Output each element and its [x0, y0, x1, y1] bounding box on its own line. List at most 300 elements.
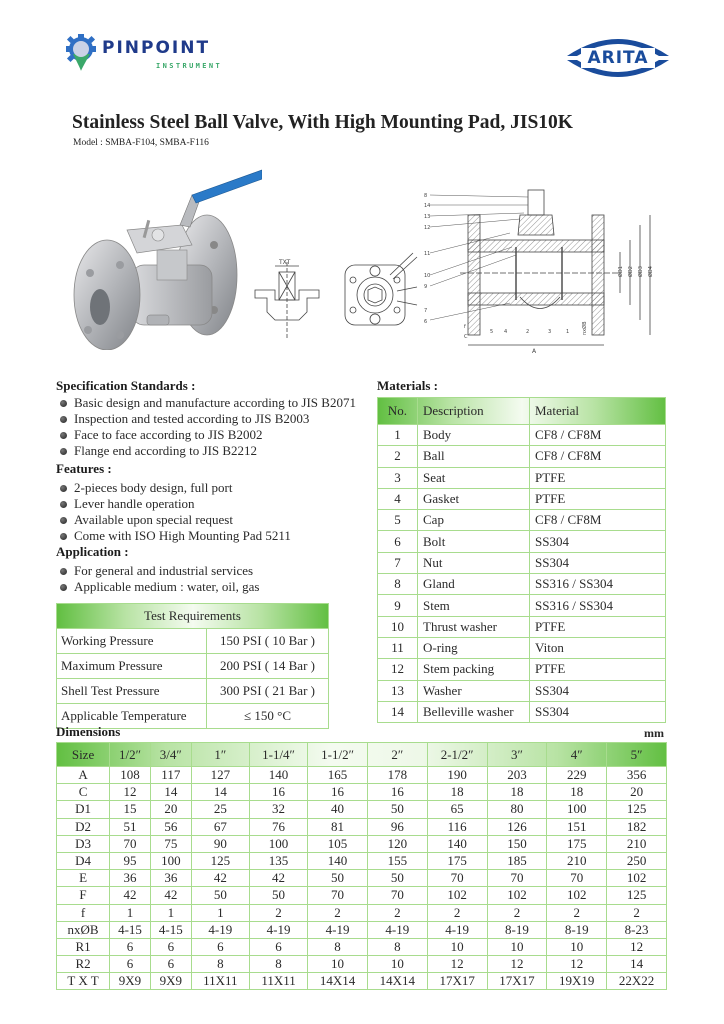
dimension-value: 14: [607, 956, 667, 973]
dimension-value: 165: [308, 767, 368, 784]
materials-body: [378, 425, 666, 723]
materials-header-row: [378, 398, 666, 425]
material-no: 7: [378, 552, 418, 573]
dimension-value: 4-19: [367, 921, 427, 938]
col-no: No.: [378, 398, 418, 425]
col-size-value: 1″: [191, 743, 249, 767]
material-value: Viton: [530, 637, 666, 658]
material-value: SS304: [530, 680, 666, 701]
feature-item: Lever handle operation: [56, 496, 291, 512]
table-row: [378, 488, 666, 509]
dimension-value: 42: [249, 870, 307, 887]
material-value: PTFE: [530, 488, 666, 509]
dimension-value: 20: [607, 784, 667, 801]
table-row: [378, 616, 666, 637]
dimension-value: 100: [249, 835, 307, 852]
dimension-value: 125: [607, 801, 667, 818]
feature-item: Come with ISO High Mounting Pad 5211: [56, 528, 291, 544]
dimension-value: 51: [110, 818, 151, 835]
table-row: [57, 870, 667, 887]
material-no: 6: [378, 531, 418, 552]
material-description: Gasket: [418, 488, 530, 509]
dimension-value: 4-15: [110, 921, 151, 938]
table-row: [378, 531, 666, 552]
callout-12: 12: [424, 225, 431, 231]
material-value: SS304: [530, 701, 666, 722]
dimension-value: 8: [191, 956, 249, 973]
application-item: Applicable medium : water, oil, gas: [56, 579, 259, 595]
dim-label-d1: ØD1: [618, 266, 624, 277]
pinpoint-logo: [64, 34, 244, 84]
table-row: [57, 679, 329, 704]
dimension-value: 70: [110, 835, 151, 852]
dimension-value: 190: [427, 767, 487, 784]
dim-label-a: A: [532, 348, 537, 355]
dimension-value: 11X11: [249, 973, 307, 990]
dimension-value: 96: [367, 818, 427, 835]
callout-14: 14: [424, 203, 431, 209]
material-value: CF8 / CF8M: [530, 510, 666, 531]
dimension-value: 12: [547, 956, 607, 973]
material-description: Stem packing: [418, 659, 530, 680]
material-no: 10: [378, 616, 418, 637]
material-description: Seat: [418, 467, 530, 488]
dimension-value: 70: [487, 870, 547, 887]
callout-9: 9: [424, 284, 428, 290]
col-size-value: 1-1/2″: [308, 743, 368, 767]
dimension-value: 50: [308, 870, 368, 887]
dimension-value: 2: [367, 904, 427, 921]
material-no: 9: [378, 595, 418, 616]
dimension-value: 17X17: [487, 973, 547, 990]
table-row: [378, 510, 666, 531]
table-row: [57, 956, 667, 973]
model-numbers: Model : SMBA-F104, SMBA-F116: [73, 138, 209, 148]
table-row: [378, 425, 666, 446]
spec-item: Face to face according to JIS B2002: [56, 427, 356, 443]
dimension-value: 8-19: [547, 921, 607, 938]
table-row: [378, 637, 666, 658]
dimension-value: 105: [308, 835, 368, 852]
table-row: [57, 887, 667, 904]
dimension-label: D1: [57, 801, 110, 818]
feature-item: 2-pieces body design, full port: [56, 480, 291, 496]
dimension-value: 12: [487, 956, 547, 973]
dimension-value: 8-19: [487, 921, 547, 938]
dimension-value: 10: [427, 938, 487, 955]
dimension-value: 2: [487, 904, 547, 921]
dimension-value: 2: [427, 904, 487, 921]
dimension-value: 9X9: [150, 973, 191, 990]
dimension-value: 6: [249, 938, 307, 955]
dimension-value: 18: [487, 784, 547, 801]
dimension-value: 151: [547, 818, 607, 835]
dimension-value: 135: [249, 852, 307, 869]
table-row: [57, 818, 667, 835]
dim-label-bolt: nxØB: [582, 321, 588, 335]
cross-section-icon: [420, 185, 670, 355]
dimension-value: 4-19: [427, 921, 487, 938]
application-list: [56, 563, 259, 595]
dimension-value: 16: [249, 784, 307, 801]
col-size-value: 5″: [607, 743, 667, 767]
callout-7: 7: [424, 308, 428, 314]
dimension-value: 210: [547, 852, 607, 869]
materials-heading: Materials :: [377, 378, 439, 393]
material-description: Washer: [418, 680, 530, 701]
dimension-value: 100: [547, 801, 607, 818]
dimension-value: 6: [150, 938, 191, 955]
dimension-value: 2: [547, 904, 607, 921]
page-title: Stainless Steel Ball Valve, With High Mounting Pad, JIS10K: [72, 112, 573, 133]
callout-8: 8: [424, 193, 428, 199]
dimension-value: 25: [191, 801, 249, 818]
dimension-value: 20: [150, 801, 191, 818]
table-row: [378, 595, 666, 616]
dimension-value: 182: [607, 818, 667, 835]
dimension-value: 16: [367, 784, 427, 801]
ball-valve-image: [62, 165, 262, 350]
dimension-value: 9X9: [110, 973, 151, 990]
table-row: [378, 680, 666, 701]
dimension-value: 12: [110, 784, 151, 801]
dimension-value: 16: [308, 784, 368, 801]
dimension-value: 42: [191, 870, 249, 887]
dimension-value: 65: [427, 801, 487, 818]
dimension-value: 19X19: [547, 973, 607, 990]
dimension-value: 140: [308, 852, 368, 869]
dimension-label: E: [57, 870, 110, 887]
dimension-value: 8: [308, 938, 368, 955]
spec-standards-heading: Specification Standards :: [56, 378, 196, 393]
col-material: Material: [530, 398, 666, 425]
test-value: 300 PSI ( 21 Bar ): [207, 679, 329, 704]
dimension-value: 22X22: [607, 973, 667, 990]
dimension-value: 140: [427, 835, 487, 852]
material-no: 14: [378, 701, 418, 722]
test-value: 200 PSI ( 14 Bar ): [207, 654, 329, 679]
table-row: [57, 852, 667, 869]
dimension-value: 10: [308, 956, 368, 973]
material-value: PTFE: [530, 659, 666, 680]
application-item: For general and industrial services: [56, 563, 259, 579]
test-value: 150 PSI ( 10 Bar ): [207, 629, 329, 654]
dimension-label: D4: [57, 852, 110, 869]
material-no: 8: [378, 574, 418, 595]
table-row: [57, 835, 667, 852]
dim-label-d3: ØD3: [638, 266, 644, 277]
dim-label-c: C: [464, 334, 468, 340]
dimension-value: 90: [191, 835, 249, 852]
callout-5: 5: [490, 329, 494, 335]
material-no: 5: [378, 510, 418, 531]
dimension-value: 2: [308, 904, 368, 921]
material-description: Ball: [418, 446, 530, 467]
material-value: PTFE: [530, 616, 666, 637]
dimension-value: 102: [607, 870, 667, 887]
callout-1: 1: [566, 329, 570, 335]
dimension-value: 50: [191, 887, 249, 904]
table-row: [378, 467, 666, 488]
material-value: SS316 / SS304: [530, 574, 666, 595]
material-no: 2: [378, 446, 418, 467]
dimension-value: 8: [367, 938, 427, 955]
dimensions-heading: Dimensions: [56, 724, 121, 739]
material-value: SS304: [530, 531, 666, 552]
dimension-value: 8: [249, 956, 307, 973]
dimension-value: 203: [487, 767, 547, 784]
gear-pin-icon: [64, 34, 98, 72]
dimension-label: f: [57, 904, 110, 921]
dimension-value: 155: [367, 852, 427, 869]
dimension-value: 14: [191, 784, 249, 801]
table-row: [378, 446, 666, 467]
dimension-value: 116: [427, 818, 487, 835]
dimension-value: 80: [487, 801, 547, 818]
dimension-value: 4-19: [191, 921, 249, 938]
dimension-value: 42: [110, 887, 151, 904]
material-no: 1: [378, 425, 418, 446]
dimension-value: 229: [547, 767, 607, 784]
dimension-value: 10: [547, 938, 607, 955]
dimension-value: 42: [150, 887, 191, 904]
col-size-value: 3/4″: [150, 743, 191, 767]
dimension-value: 50: [367, 801, 427, 818]
dimension-label: R1: [57, 938, 110, 955]
dimension-value: 6: [150, 956, 191, 973]
dimension-value: 125: [607, 887, 667, 904]
material-value: CF8 / CF8M: [530, 446, 666, 467]
table-row: [57, 904, 667, 921]
col-size-value: 2″: [367, 743, 427, 767]
dimension-value: 32: [249, 801, 307, 818]
dimension-value: 70: [547, 870, 607, 887]
dimension-value: 356: [607, 767, 667, 784]
table-row: [378, 574, 666, 595]
dimension-value: 67: [191, 818, 249, 835]
test-value: ≤ 150 °C: [207, 704, 329, 729]
dimension-value: 81: [308, 818, 368, 835]
dimensions-unit: mm: [644, 726, 664, 740]
test-label: Maximum Pressure: [57, 654, 207, 679]
material-no: 3: [378, 467, 418, 488]
dimension-value: 10: [367, 956, 427, 973]
material-description: Belleville washer: [418, 701, 530, 722]
dimension-value: 100: [150, 852, 191, 869]
material-no: 4: [378, 488, 418, 509]
feature-item: Available upon special request: [56, 512, 291, 528]
dimension-value: 1: [150, 904, 191, 921]
test-requirements-table: [56, 603, 329, 729]
dimension-label: A: [57, 767, 110, 784]
col-size-value: 2-1/2″: [427, 743, 487, 767]
dimension-value: 140: [249, 767, 307, 784]
dimension-value: 1: [110, 904, 151, 921]
dimension-value: 4-19: [308, 921, 368, 938]
dimension-value: 210: [607, 835, 667, 852]
material-description: Nut: [418, 552, 530, 573]
pinpoint-brand-sub: INSTRUMENT: [156, 62, 223, 70]
dimension-value: 50: [249, 887, 307, 904]
col-size-value: 1/2″: [110, 743, 151, 767]
dimension-value: 8-23: [607, 921, 667, 938]
col-size-value: 3″: [487, 743, 547, 767]
material-no: 12: [378, 659, 418, 680]
dimension-value: 50: [367, 870, 427, 887]
dimension-value: 127: [191, 767, 249, 784]
dimension-value: 14: [150, 784, 191, 801]
dim-label-d2: ØD2: [628, 266, 634, 277]
table-row: [378, 552, 666, 573]
test-requirements-heading: Test Requirements: [57, 604, 329, 629]
material-value: PTFE: [530, 467, 666, 488]
material-description: O-ring: [418, 637, 530, 658]
application-heading: Application :: [56, 544, 129, 559]
dimension-value: 15: [110, 801, 151, 818]
dimension-label: C: [57, 784, 110, 801]
table-row: [57, 921, 667, 938]
col-size-value: 1-1/4″: [249, 743, 307, 767]
table-row: [57, 801, 667, 818]
dimensions-header-row: [57, 743, 667, 767]
callout-11: 11: [424, 251, 431, 257]
callout-6: 6: [424, 319, 428, 325]
dimension-value: 11X11: [191, 973, 249, 990]
callout-3: 3: [548, 329, 552, 335]
dimension-label: T X T: [57, 973, 110, 990]
material-description: Cap: [418, 510, 530, 531]
material-value: CF8 / CF8M: [530, 425, 666, 446]
material-description: Body: [418, 425, 530, 446]
dimension-value: 70: [367, 887, 427, 904]
features-list: [56, 480, 291, 544]
spec-item: Inspection and tested according to JIS B2003: [56, 411, 356, 427]
stem-section-drawing: [253, 250, 333, 340]
dimension-value: 12: [427, 956, 487, 973]
dimension-value: 2: [607, 904, 667, 921]
callout-10: 10: [424, 273, 431, 279]
dimension-label: F: [57, 887, 110, 904]
pinpoint-brand-name: PINPOINT: [102, 38, 211, 58]
dimension-value: 40: [308, 801, 368, 818]
dimension-value: 10: [487, 938, 547, 955]
dimensions-body: [57, 767, 667, 990]
dimension-value: 117: [150, 767, 191, 784]
dimension-value: 108: [110, 767, 151, 784]
dimension-label: R2: [57, 956, 110, 973]
materials-table: [377, 397, 666, 723]
dimension-value: 102: [547, 887, 607, 904]
table-row: [57, 654, 329, 679]
dimension-value: 6: [110, 938, 151, 955]
page-header: [0, 0, 724, 100]
dimension-value: 12: [607, 938, 667, 955]
dimension-value: 18: [427, 784, 487, 801]
dimension-value: 95: [110, 852, 151, 869]
material-description: Bolt: [418, 531, 530, 552]
spec-standards-list: [56, 395, 356, 459]
dimension-value: 175: [547, 835, 607, 852]
dimension-value: 56: [150, 818, 191, 835]
dim-label-d4: ØD4: [648, 266, 654, 277]
table-row: [57, 938, 667, 955]
table-row: [378, 701, 666, 722]
test-label: Shell Test Pressure: [57, 679, 207, 704]
valve-cross-section-drawing: [420, 185, 670, 355]
dimension-value: 4-15: [150, 921, 191, 938]
callout-4: 4: [504, 329, 508, 335]
dimension-label: nxØB: [57, 921, 110, 938]
arita-logo: [563, 36, 673, 80]
material-value: SS304: [530, 552, 666, 573]
col-description: Description: [418, 398, 530, 425]
callout-2: 2: [526, 329, 530, 335]
material-description: Gland: [418, 574, 530, 595]
material-no: 13: [378, 680, 418, 701]
dimension-value: 17X17: [427, 973, 487, 990]
valve-photo: [62, 165, 262, 350]
dimension-value: 150: [487, 835, 547, 852]
dimension-value: 120: [367, 835, 427, 852]
dimension-value: 102: [427, 887, 487, 904]
dimensions-table: [56, 742, 667, 990]
material-value: SS316 / SS304: [530, 595, 666, 616]
dimension-value: 6: [110, 956, 151, 973]
dimension-value: 6: [191, 938, 249, 955]
dimension-value: 125: [191, 852, 249, 869]
dimension-value: 1: [191, 904, 249, 921]
arita-brand-name: ARITA: [587, 48, 649, 68]
table-row: [57, 784, 667, 801]
dimension-value: 36: [110, 870, 151, 887]
col-size-value: 4″: [547, 743, 607, 767]
dimension-value: 14X14: [367, 973, 427, 990]
dim-label-f: f: [464, 324, 466, 330]
material-description: Stem: [418, 595, 530, 616]
dimension-value: 18: [547, 784, 607, 801]
dimension-value: 175: [427, 852, 487, 869]
dimension-value: 102: [487, 887, 547, 904]
dimension-value: 4-19: [249, 921, 307, 938]
material-no: 11: [378, 637, 418, 658]
features-heading: Features :: [56, 461, 112, 476]
material-description: Thrust washer: [418, 616, 530, 637]
dimension-value: 178: [367, 767, 427, 784]
dimension-value: 185: [487, 852, 547, 869]
table-row: [57, 629, 329, 654]
col-size: Size: [57, 743, 110, 767]
callout-13: 13: [424, 214, 431, 220]
dimension-value: 126: [487, 818, 547, 835]
spec-item: Flange end according to JIS B2212: [56, 443, 356, 459]
dimension-value: 70: [427, 870, 487, 887]
dimension-value: 75: [150, 835, 191, 852]
dimension-value: 76: [249, 818, 307, 835]
dimension-label: D2: [57, 818, 110, 835]
table-row: [378, 659, 666, 680]
table-row: [57, 973, 667, 990]
dimension-value: 70: [308, 887, 368, 904]
spec-item: Basic design and manufacture according to JIS B2071: [56, 395, 356, 411]
dimension-value: 250: [607, 852, 667, 869]
txt-label: TXT: [279, 259, 291, 266]
dimension-value: 14X14: [308, 973, 368, 990]
table-row: [57, 767, 667, 784]
dimension-value: 36: [150, 870, 191, 887]
stem-drawing-icon: [253, 250, 333, 340]
dimension-value: 2: [249, 904, 307, 921]
dimension-label: D3: [57, 835, 110, 852]
